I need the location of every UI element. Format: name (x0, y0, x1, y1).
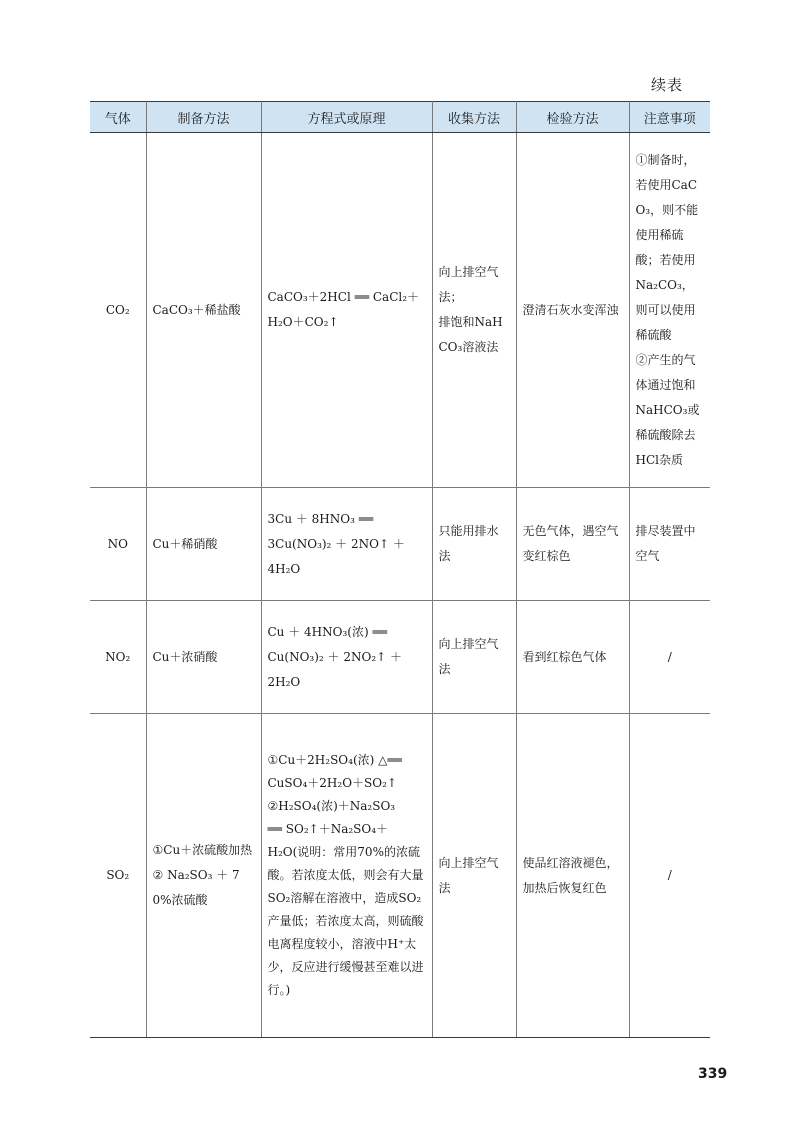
method-cell: ①Cu＋浓硫酸加热 ② Na₂SO₃ ＋ 70%浓硫酸 (146, 714, 261, 1038)
collection-cell: 向上排空气法； 排饱和NaHCO₃溶液法 (432, 133, 516, 488)
test-cell: 澄清石灰水变浑浊 (516, 133, 629, 488)
table-row-co2 (90, 133, 710, 488)
method-cell: Cu＋稀硝酸 (146, 488, 261, 601)
header-gas: 气体 (90, 102, 146, 133)
header-equation: 方程式或原理 (261, 102, 432, 133)
test-cell: 无色气体，遇空气变红棕色 (516, 488, 629, 601)
test-cell: 使品红溶液褪色，加热后恢复红色 (516, 714, 629, 1038)
table-row-no (90, 488, 710, 601)
collection-cell: 只能用排水法 (432, 488, 516, 601)
gas-preparation-table (90, 101, 710, 1038)
notes-cell: ①制备时，若使用CaCO₃，则不能使用稀硫酸；若使用Na₂CO₃，则可以使用稀硫酸 ②产生的气体通过饱和NaHCO₃或稀硫酸除去HCl杂质 (629, 133, 710, 488)
page-number: 339 (698, 1066, 728, 1082)
continued-label: 续表 (651, 76, 684, 94)
notes-cell: / (629, 714, 710, 1038)
method-cell: CaCO₃＋稀盐酸 (146, 133, 261, 488)
header-test: 检验方法 (516, 102, 629, 133)
gas-cell: NO₂ (90, 601, 146, 714)
gas-cell: CO₂ (90, 133, 146, 488)
header-method: 制备方法 (146, 102, 261, 133)
table-row-so2 (90, 714, 710, 1038)
collection-cell: 向上排空气法 (432, 714, 516, 1038)
notes-cell: / (629, 601, 710, 714)
method-cell: Cu＋浓硝酸 (146, 601, 261, 714)
equation-cell: CaCO₃＋2HCl ══ CaCl₂＋ H₂O＋CO₂↑ (261, 133, 432, 488)
table-header-row (90, 102, 710, 133)
header-collection: 收集方法 (432, 102, 516, 133)
equation-cell: Cu ＋ 4HNO₃(浓) ══ Cu(NO₃)₂ ＋ 2NO₂↑ ＋ 2H₂O (261, 601, 432, 714)
test-cell: 看到红棕色气体 (516, 601, 629, 714)
gas-cell: SO₂ (90, 714, 146, 1038)
gas-cell: NO (90, 488, 146, 601)
collection-cell: 向上排空气法 (432, 601, 516, 714)
notes-cell: 排尽装置中空气 (629, 488, 710, 601)
equation-cell: 3Cu ＋ 8HNO₃ ══ 3Cu(NO₃)₂ ＋ 2NO↑ ＋ 4H₂O (261, 488, 432, 601)
equation-cell: ①Cu＋2H₂SO₄(浓) △══ CuSO₄＋2H₂O＋SO₂↑ ②H₂SO₄(浓)＋Na₂SO₃ ══ SO₂↑＋Na₂SO₄＋ H₂O(说明：常用70%的浓硫酸。若浓度太低，则会有大量SO₂溶解在溶液中，造成SO₂产量低；若浓度太高，则硫酸电离程度较小，溶液中H⁺太少，反应进行缓慢甚至难以进行。) (261, 714, 432, 1038)
table-row-no2 (90, 601, 710, 714)
header-notes: 注意事项 (629, 102, 710, 133)
